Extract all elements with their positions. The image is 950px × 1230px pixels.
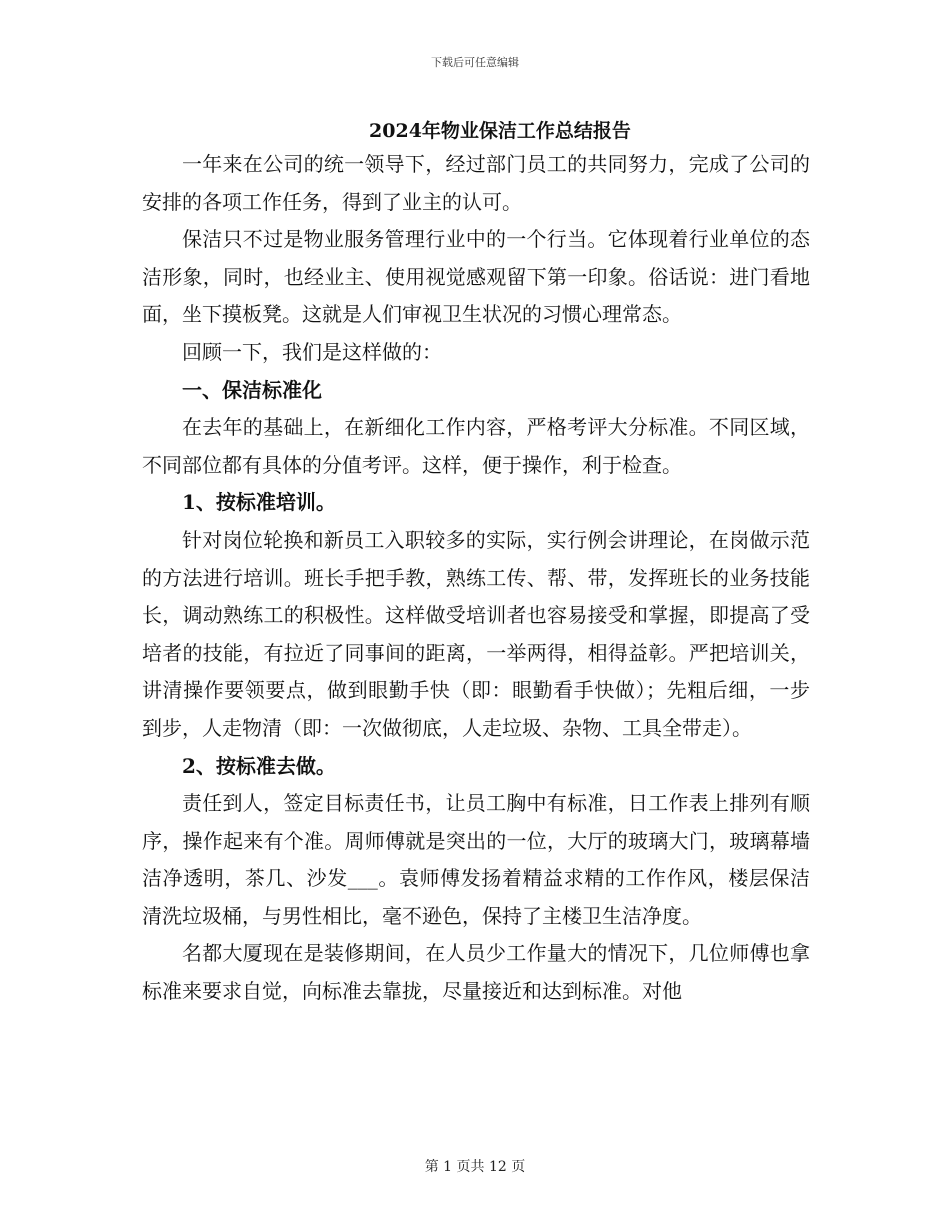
paragraph-renovation: 名都大厦现在是装修期间，在人员少工作量大的情况下，几位师傅也拿标准来要求自觉，向标准去靠拢，尽量接近和达到标准。对他 [142, 941, 810, 1004]
subheading-training: 1、按标准培训。 [182, 490, 336, 515]
page-footer: 第 1 页共 12 页 [424, 1159, 526, 1175]
document-body [142, 146, 810, 1011]
paragraph-cleaning-role: 保洁只不过是物业服务管理行业中的一个行当。它体现着行业单位的态洁形象，同时，也经业主、使用视觉感观留下第一印象。俗话说：进门看地面，坐下摸板凳。这就是人们审视卫生状况的习惯心理常态。 [142, 227, 810, 327]
paragraph-standardization: 在去年的基础上，在新细化工作内容，严格考评大分标准。不同区域，不同部位都有具体的分值考评。这样，便于操作，利于检查。 [142, 415, 810, 477]
document-title: 2024年物业保洁工作总结报告 [369, 120, 631, 142]
paragraph-training: 针对岗位轮换和新员工入职较多的实际，实行例会讲理论，在岗做示范的方法进行培训。班长手把手教，熟练工传、帮、带，发挥班长的业务技能长，调动熟练工的积极性。这样做受培训者也容易接受和掌握，即提高了受培者的技能，有拉近了同事间的距离，一举两得，相得益彰。严把培训关，讲清操作要领要点，做到眼勤手快（即：眼勤看手快做）；先粗后细，一步到步，人走物清（即：一次做彻底，人走垃圾、杂物、工具全带走）。 [142, 527, 810, 740]
subheading-execution: 2、按标准去做。 [182, 753, 336, 778]
section-heading-standardization: 一、保洁标准化 [182, 377, 322, 402]
paragraph-review: 回顾一下，我们是这样做的： [182, 339, 442, 364]
header-note: 下载后可任意编辑 [431, 56, 519, 69]
paragraph-execution: 责任到人，签定目标责任书，让员工胸中有标准，日工作表上排列有顺序，操作起来有个准。周师傅就是突出的一位，大厅的玻璃大门，玻璃幕墙洁净透明，茶几、沙发___。袁师傅发扬着精益求精的工作作风，楼层保洁清洗垃圾桶，与男性相比，毫不逊色，保持了主楼卫生洁净度。 [142, 791, 810, 928]
paragraph-intro: 一年来在公司的统一领导下，经过部门员工的共同努力，完成了公司的安排的各项工作任务，得到了业主的认可。 [142, 152, 810, 214]
